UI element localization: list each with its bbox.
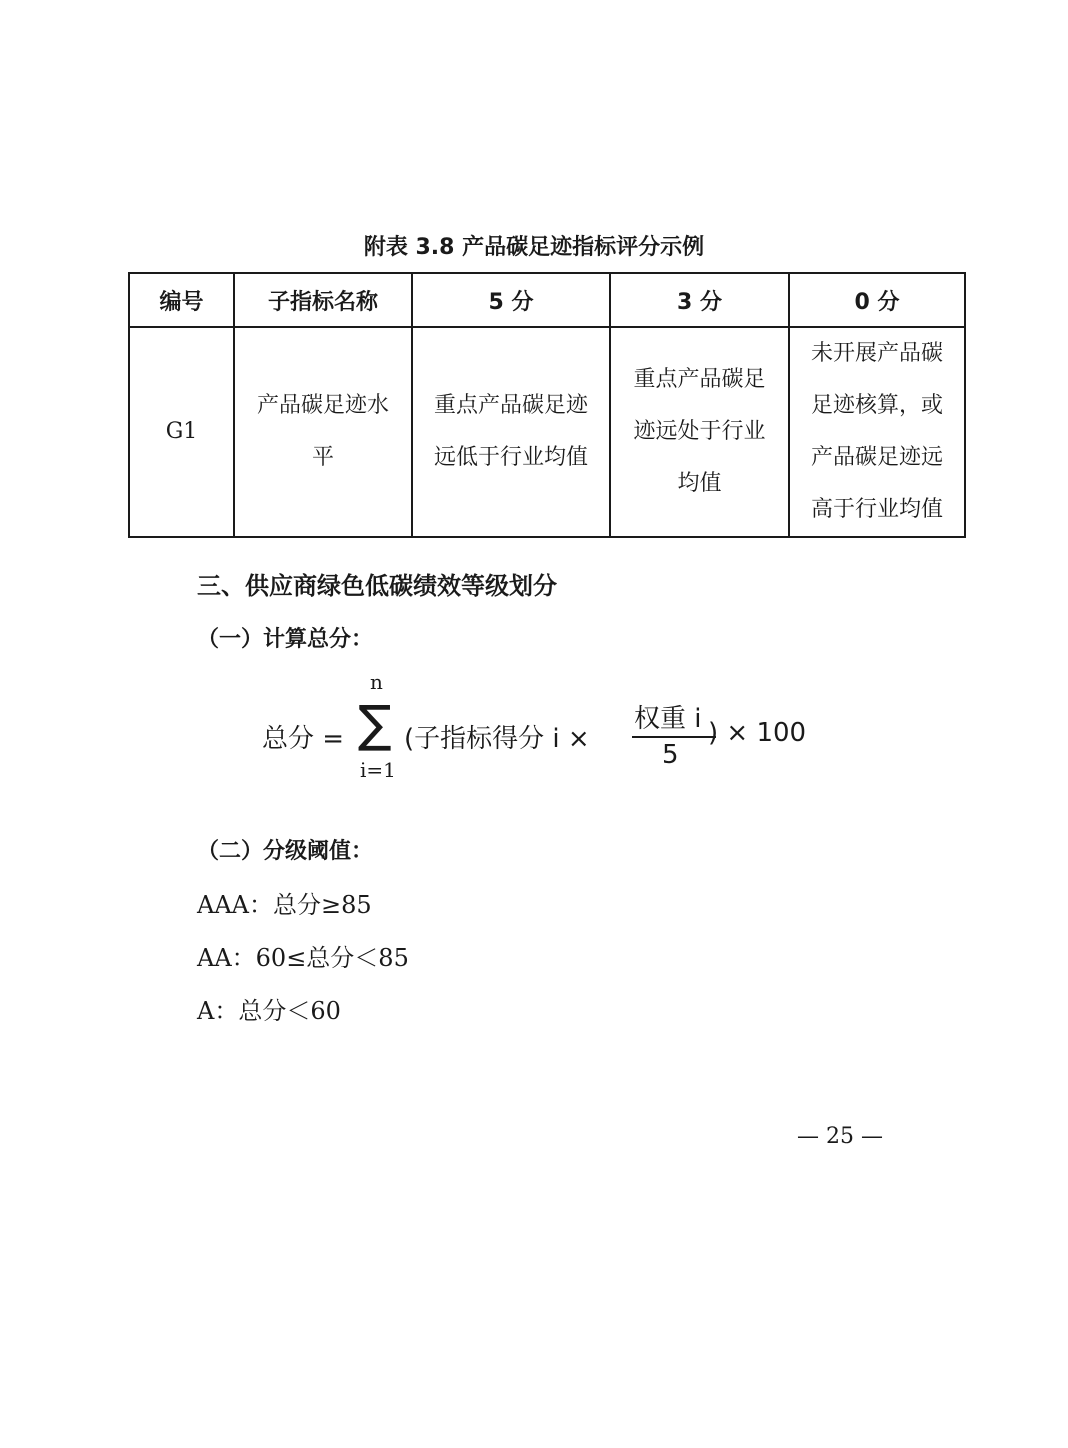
total-score-formula	[262, 670, 882, 790]
grade-aaa: AAA：总分≥85	[197, 891, 372, 919]
header-name: 子指标名称	[234, 273, 412, 327]
sigma-upper-limit: n	[370, 670, 383, 694]
table-caption: 附表 3.8 产品碳足迹指标评分示例	[363, 235, 705, 260]
cell-name-line: 平	[311, 445, 334, 470]
fraction-numerator: 权重 i	[634, 704, 702, 734]
table-row	[129, 327, 965, 537]
cell-score-0-line: 足迹核算，或	[810, 393, 943, 418]
header-score-3: 3 分	[610, 273, 789, 327]
fraction-bar	[632, 736, 716, 738]
cell-score-5	[412, 327, 610, 537]
threshold-heading: （二）分级阈值：	[197, 839, 374, 864]
cell-score-3-line: 迹远处于行业	[633, 419, 766, 444]
cell-score-3-line: 重点产品碳足	[633, 367, 766, 392]
grade-a: A：总分＜60	[197, 997, 341, 1025]
section-heading: 三、供应商绿色低碳绩效等级划分	[197, 572, 557, 600]
grade-aa: AA：60≤总分＜85	[197, 944, 409, 972]
cell-score-5-line: 远低于行业均值	[433, 445, 588, 470]
header-id: 编号	[129, 273, 234, 327]
cell-score-5-line: 重点产品碳足迹	[433, 393, 588, 418]
cell-score-0-line: 高于行业均值	[810, 497, 943, 522]
header-score-0: 0 分	[789, 273, 965, 327]
header-score-5: 5 分	[412, 273, 610, 327]
cell-id: G1	[129, 327, 234, 537]
cell-score-0	[789, 327, 965, 537]
page-number: — 25 —	[797, 1124, 883, 1149]
formula-lhs: 总分 =	[262, 724, 345, 754]
cell-name-line: 产品碳足迹水	[256, 393, 389, 418]
cell-score-0-line: 产品碳足迹远	[810, 445, 943, 470]
formula-term: (子指标得分 i ×	[404, 724, 590, 754]
cell-score-3-line: 均值	[677, 471, 722, 496]
table-header-row	[129, 273, 965, 327]
sigma-lower-limit: i=1	[360, 758, 396, 782]
cell-score-0-line: 未开展产品碳	[810, 341, 943, 366]
calc-heading: （一）计算总分：	[197, 627, 374, 652]
cell-score-3	[610, 327, 789, 537]
scoring-table	[128, 272, 966, 538]
cell-name	[234, 327, 412, 537]
formula-tail: ) × 100	[708, 718, 807, 748]
fraction-denominator: 5	[662, 740, 679, 770]
sigma-symbol: ∑	[358, 695, 392, 753]
